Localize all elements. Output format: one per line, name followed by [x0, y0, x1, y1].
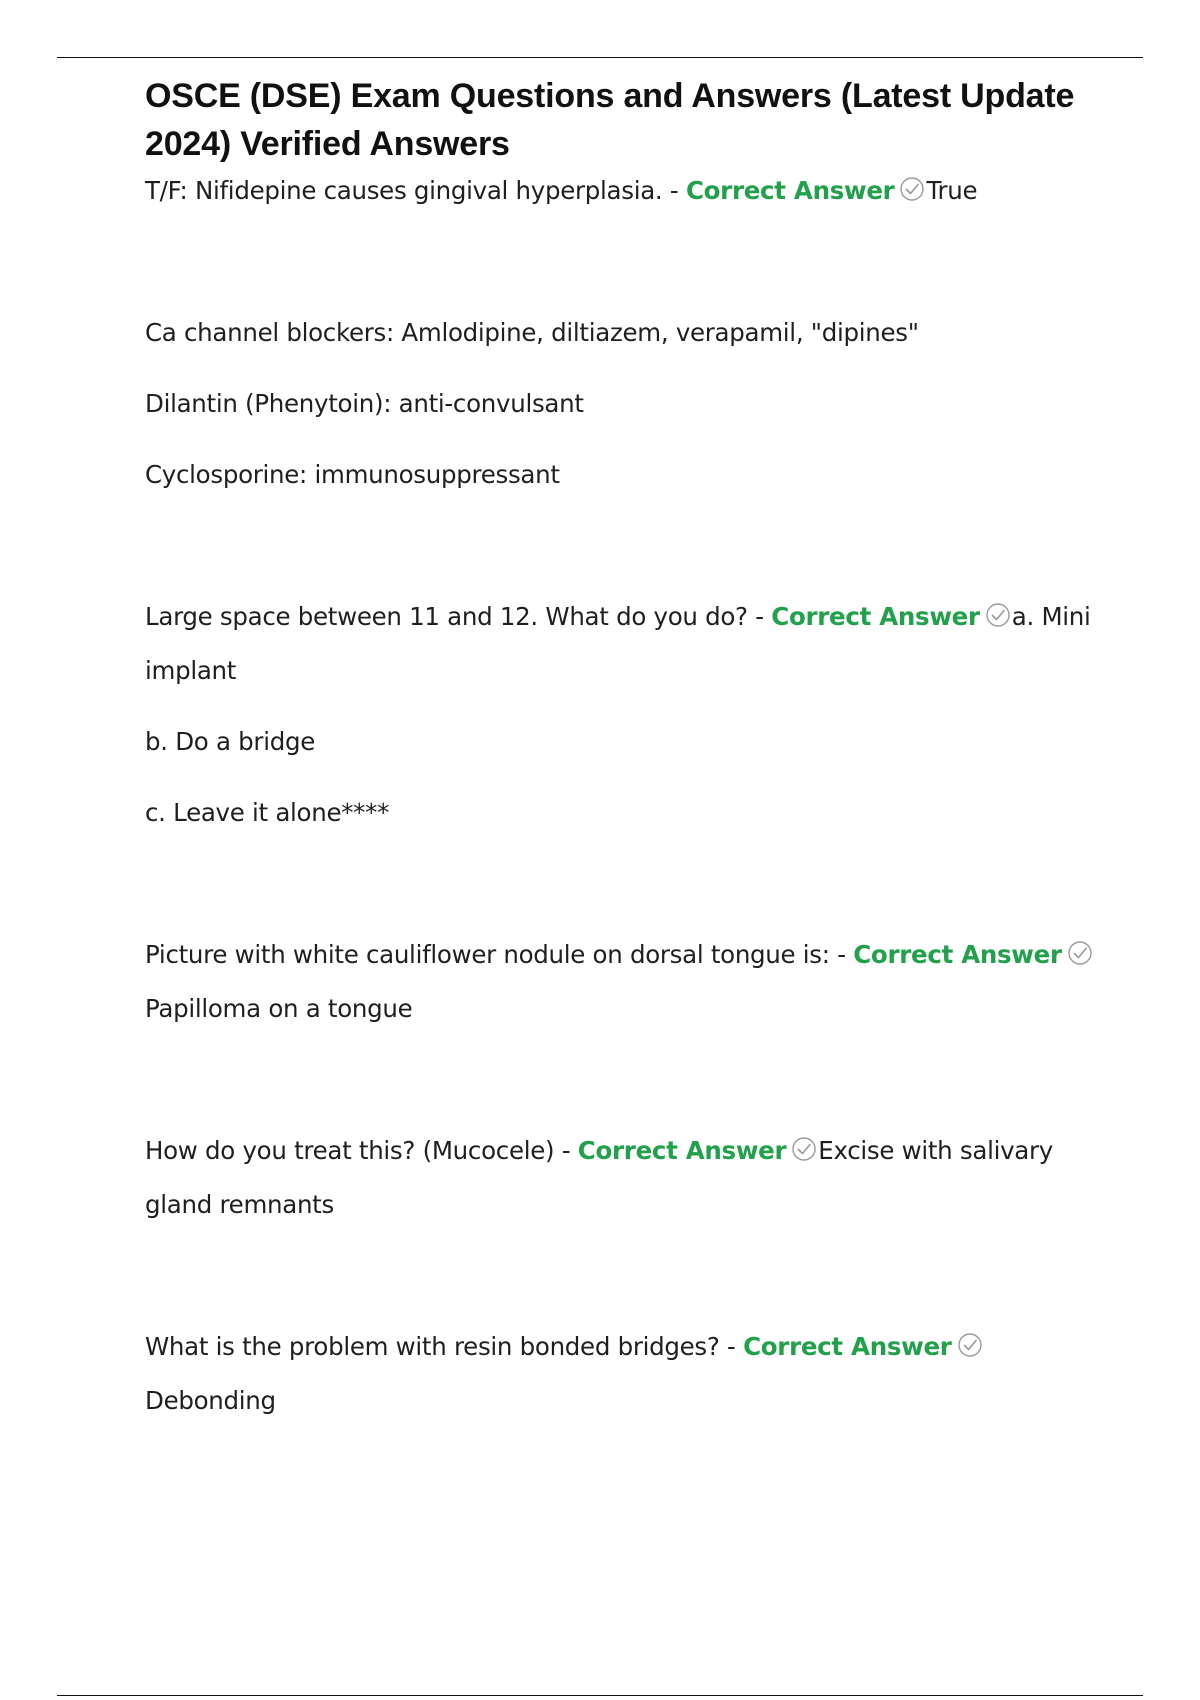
check-circle-icon	[1067, 940, 1093, 966]
question-text: How do you treat this? (Mucocele)	[145, 1136, 555, 1165]
qa-item	[145, 1124, 1095, 1232]
qa-item	[145, 1320, 1095, 1428]
answer-text: a. Mini implant	[145, 602, 1091, 685]
check-circle-icon	[957, 1332, 983, 1358]
qa-item	[145, 928, 1095, 1036]
option-line: b. Do a bridge	[145, 727, 315, 756]
answer-text: Debonding	[145, 1386, 276, 1415]
qa-item	[145, 164, 1095, 218]
qa-item	[145, 590, 1095, 698]
top-rule	[57, 57, 1143, 58]
question-text: T/F: Nifidepine causes gingival hyperplasia.	[145, 176, 663, 205]
correct-answer-label: Correct Answer	[577, 1136, 787, 1165]
option-line: c. Leave it alone****	[145, 798, 390, 827]
separator: -	[662, 176, 686, 205]
correct-answer-label: Correct Answer	[853, 940, 1062, 969]
answer-text: True	[926, 176, 978, 205]
check-circle-icon	[985, 602, 1011, 628]
separator: -	[719, 1332, 744, 1361]
correct-answer-label: Correct Answer	[771, 602, 980, 631]
question-text: What is the problem with resin bonded bridges?	[145, 1332, 720, 1361]
question-text: Picture with white cauliflower nodule on dorsal tongue is:	[145, 940, 830, 969]
note-line: Dilantin (Phenytoin): anti-convulsant	[145, 389, 584, 418]
check-circle-icon	[791, 1136, 817, 1162]
note-line: Ca channel blockers: Amlodipine, diltiazem, verapamil, "dipines"	[145, 318, 919, 347]
note-line: Cyclosporine: immunosuppressant	[145, 460, 560, 489]
question-text: Large space between 11 and 12. What do you do?	[145, 602, 748, 631]
correct-answer-label: Correct Answer	[743, 1332, 952, 1361]
separator: -	[554, 1136, 578, 1165]
answer-text: Excise with salivary gland remnants	[145, 1136, 1053, 1219]
document-page	[145, 72, 1095, 1428]
answer-text: Papilloma on a tongue	[145, 994, 413, 1023]
bottom-rule	[57, 1695, 1143, 1696]
separator: -	[829, 940, 854, 969]
separator: -	[747, 602, 772, 631]
document-title: OSCE (DSE) Exam Questions and Answers (Latest Update 2024) Verified Answers	[145, 77, 1075, 163]
check-circle-icon	[899, 176, 925, 202]
correct-answer-label: Correct Answer	[685, 176, 895, 205]
